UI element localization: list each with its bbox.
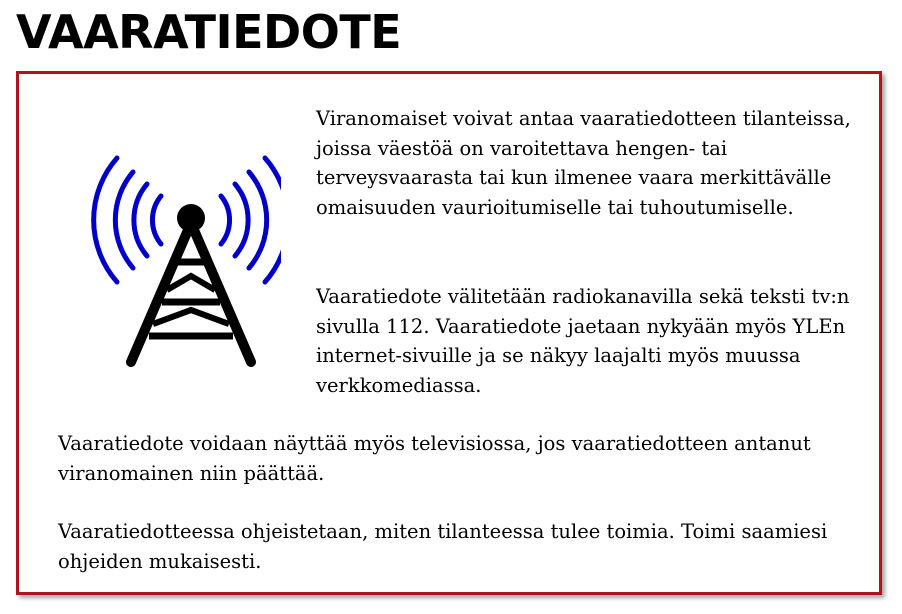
radio-tower-icon xyxy=(71,140,281,370)
paragraph-authorities: Viranomaiset voivat antaa vaaratiedotteen tilanteissa, joissa väestöä on varoitettava hengen- tai terveysvaarasta tai kun ilmenee vaara merkittävälle omaisuuden vaurioitumiselle tai tuhoutumiselle. xyxy=(316,107,851,219)
info-box xyxy=(16,71,882,595)
tower-structure xyxy=(131,204,251,362)
paragraph-broadcast: Vaaratiedote välitetään radiokanavilla sekä teksti tv:n sivulla 112. Vaaratiedote jaetaan nykyään myös YLEn internet-sivuille ja se näkyy laajalti myös muussa verkkomediassa. xyxy=(316,285,850,397)
page-title: VAARATIEDOTE xyxy=(16,5,402,59)
paragraph-instructions: Vaaratiedotteessa ohjeistetaan, miten tilanteessa tulee toimia. Toimi saamiesi ohjeiden mukaisesti. xyxy=(58,520,828,573)
paragraph-television: Vaaratiedote voidaan näyttää myös televisiossa, jos vaaratiedotteen antanut viranomainen niin päättää. xyxy=(58,432,811,485)
